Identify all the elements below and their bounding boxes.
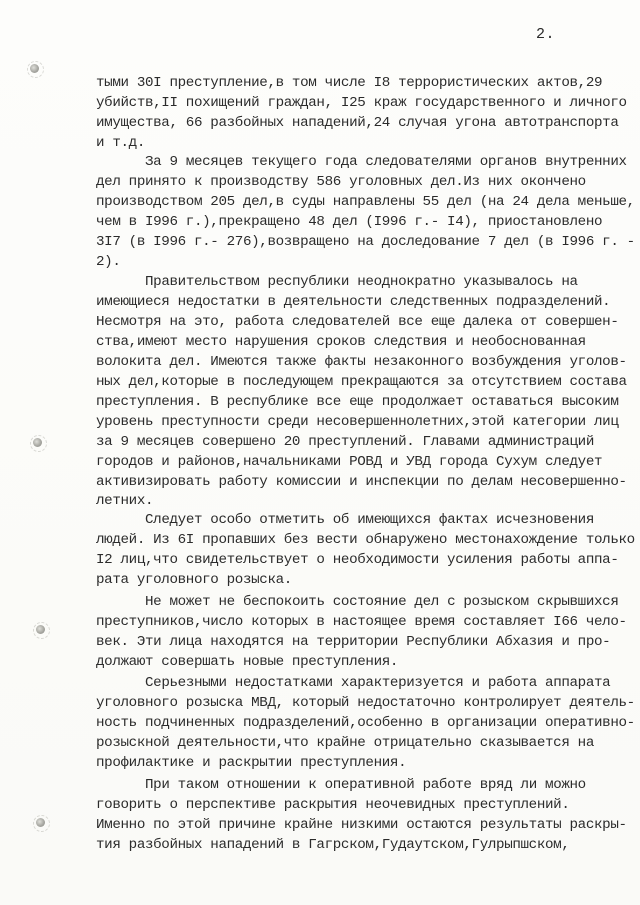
text-line: дел принято к производству 586 уголовных дел.Из них окончено bbox=[96, 174, 586, 190]
text-line: убийств,II похищений граждан, I25 краж государственного и личного bbox=[96, 95, 627, 111]
text-line: летних. bbox=[96, 493, 154, 509]
text-line: преступников,число которых в настоящее время составляет I66 чело- bbox=[96, 614, 627, 630]
page-number: 2. bbox=[536, 26, 556, 43]
text-line: и т.д. bbox=[96, 135, 145, 151]
text-line: за 9 месяцев совершено 20 преступлений. Главами администраций bbox=[96, 434, 594, 450]
text-line: век. Эти лица находятся на территории Республики Абхазия и про- bbox=[96, 634, 611, 650]
text-line: тыми 30I преступление,в том числе I8 террористических актов,29 bbox=[96, 75, 603, 91]
text-line: ность подчиненных подразделений,особенно в организации оперативно- bbox=[96, 715, 635, 731]
text-line: уголовного розыска МВД, который недостаточно контролирует деятель- bbox=[96, 695, 635, 711]
text-line: имущества, 66 разбойных нападений,24 случая угона автотранспорта bbox=[96, 115, 619, 131]
text-line: За 9 месяцев текущего года следователями органов внутренних bbox=[145, 154, 627, 170]
text-line: розыскной деятельности,что крайне отрицательно сказывается на bbox=[96, 735, 594, 751]
text-line: Не может не беспокоить состояние дел с розыском скрывшихся bbox=[145, 594, 619, 610]
text-line: ства,имеют место нарушения сроков следствия и необоснованная bbox=[96, 334, 586, 350]
text-line: 2). bbox=[96, 254, 121, 270]
text-line: Серьезными недостатками характеризуется и работа аппарата bbox=[145, 675, 611, 691]
text-line: тия разбойных нападений в Гагрском,Гудаутском,Гулрыпшском, bbox=[96, 837, 570, 853]
text-line: I2 лиц,что свидетельствует о необходимости усиления работы аппа- bbox=[96, 552, 619, 568]
text-line: ных дел,которые в последующем прекращаются за отсутствием состава bbox=[96, 374, 627, 390]
text-line: Следует особо отметить об имеющихся фактах исчезновения bbox=[145, 512, 595, 528]
text-line: активизировать работу комиссии и инспекции по делам несовершенно- bbox=[96, 474, 627, 490]
text-line: людей. Из 6I пропавших без вести обнаружено местонахождение только bbox=[96, 532, 635, 548]
text-line: имеющиеся недостатки в деятельности следственных подразделений. bbox=[96, 294, 611, 310]
text-line: говорить о перспективе раскрытия неочевидных преступлений. bbox=[96, 797, 570, 813]
text-line: Правительством республики неоднократно указывалось на bbox=[145, 274, 578, 290]
text-line: Именно по этой причине крайне низкими остаются результаты раскры- bbox=[96, 817, 627, 833]
text-line: Несмотря на это, работа следователей все еще далека от совершен- bbox=[96, 314, 619, 330]
text-line: профилактике и раскрытии преступления. bbox=[96, 755, 407, 771]
text-line: производством 205 дел,в суды направлены 55 дел (на 24 дела меньше, bbox=[96, 194, 635, 210]
text-line: 3I7 (в I996 г.- 276),возвращено на доследование 7 дел (в I996 г. - bbox=[96, 234, 635, 250]
text-line: рата уголовного розыска. bbox=[96, 572, 292, 588]
text-line: городов и районов,начальниками РОВД и УВД города Сухум следует bbox=[96, 454, 603, 470]
text-line: должают совершать новые преступления. bbox=[96, 654, 399, 670]
text-line: При таком отношении к оперативной работе вряд ли можно bbox=[145, 777, 586, 793]
text-line: преступления. В республике все еще продолжает оставаться высоким bbox=[96, 394, 619, 410]
text-line: чем в I996 г.),прекращено 48 дел (I996 г.- I4), приостановлено bbox=[96, 214, 603, 230]
text-line: волокита дел. Имеются также факты незаконного возбуждения уголов- bbox=[96, 354, 627, 370]
text-line: уровень преступности среди несовершеннолетних,этой категории лиц bbox=[96, 414, 619, 430]
